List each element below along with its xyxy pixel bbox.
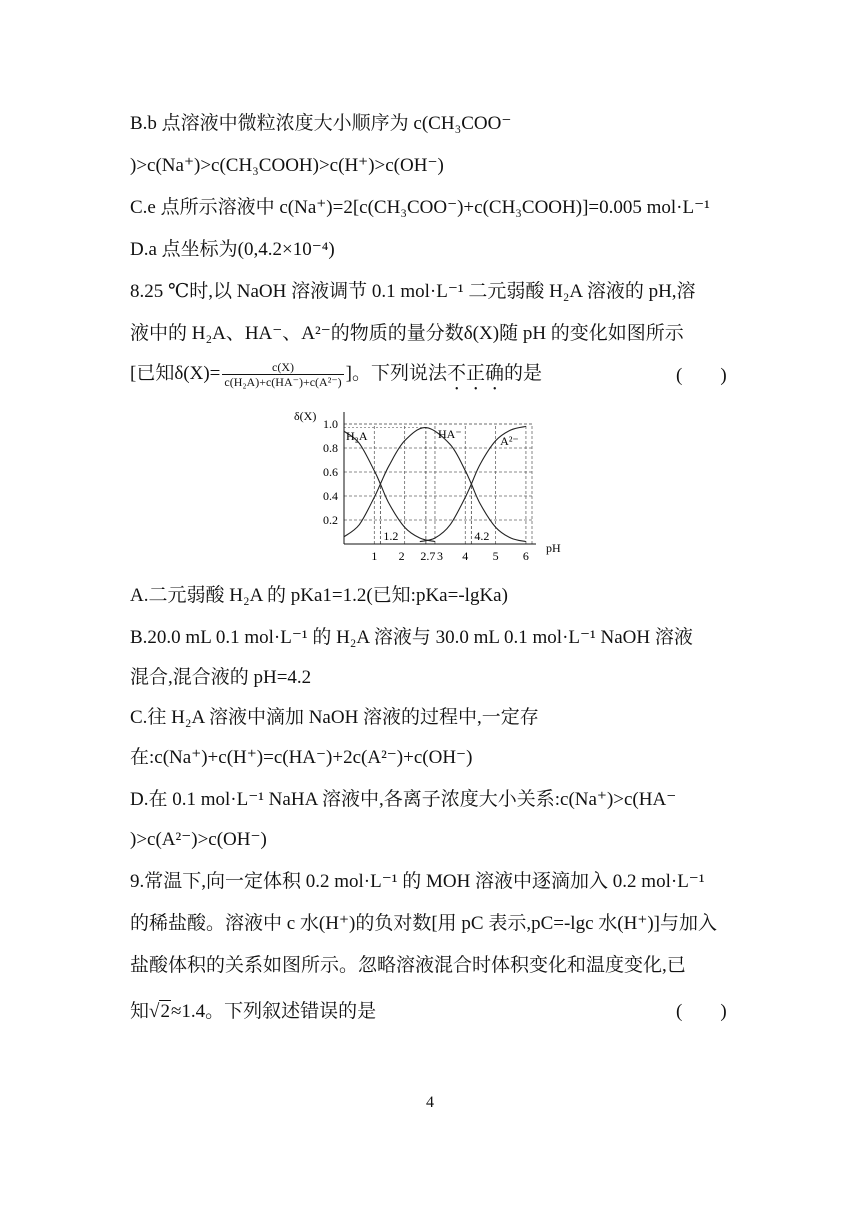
option-7b-line1: B.b 点溶液中微粒浓度大小顺序为 c(CH₃COO⁻	[130, 113, 512, 134]
answer-paren-9: ( )	[676, 1001, 727, 1022]
x-tick-label: 3	[436, 549, 443, 563]
series-label: H₂A	[346, 429, 368, 443]
question-9-line2: 的稀盐酸。溶液中 c 水(H⁺)的负对数[用 pC 表示,pC=-lgc 水(H⁺)]与加入	[130, 913, 717, 934]
annotation-label: 4.2	[474, 529, 490, 543]
question-8-line1: 8.25 ℃时,以 NaOH 溶液调节 0.1 mol·L⁻¹ 二元弱酸 H₂A 溶液的 pH,溶	[130, 281, 696, 302]
q8-end: 的是	[504, 362, 543, 384]
option-7d: D.a 点坐标为(0,4.2×10⁻⁴)	[130, 239, 335, 260]
y-tick-label: 0.8	[323, 441, 338, 455]
y-tick-label: 1.0	[323, 417, 338, 431]
q9-post: ≈1.4。下列叙述错误的是	[170, 1001, 377, 1022]
x-tick-label: 6	[522, 549, 529, 563]
answer-paren-8: ( )	[676, 365, 727, 386]
option-8c-line1: C.往 H₂A 溶液中滴加 NaOH 溶液的过程中,一定存	[130, 707, 539, 728]
series-label: HA⁻	[438, 427, 462, 441]
y-tick-label: 0.6	[323, 465, 338, 479]
fraction-numerator: c(X)	[222, 360, 343, 375]
option-8b-line1: B.20.0 mL 0.1 mol·L⁻¹ 的 H₂A 溶液与 30.0 mL 0.1 mol·L⁻¹ NaOH 溶液	[130, 627, 693, 648]
option-8c-line2: 在:c(Na⁺)+c(H⁺)=c(HA⁻)+2c(A²⁻)+c(OH⁻)	[130, 747, 473, 768]
sqrt-radicand: 2	[160, 1001, 170, 1022]
series-label: A²⁻	[500, 433, 519, 448]
x-tick-label: 2.7	[420, 549, 436, 563]
series-line-ha	[344, 428, 526, 542]
delta-fraction	[222, 360, 343, 389]
question-9-line4: 知√2≈1.4。下列叙述错误的是	[130, 1001, 377, 1022]
q8-prefix: [已知δ(X)=	[130, 362, 221, 384]
option-8a: A.二元弱酸 H₂A 的 pKa1=1.2(已知:pKa=-lgKa)	[130, 585, 508, 606]
option-8d-line2: )>c(A²⁻)>c(OH⁻)	[130, 829, 267, 850]
option-7b-line2: )>c(Na⁺)>c(CH₃COOH)>c(H⁺)>c(OH⁻)	[130, 155, 444, 176]
y-axis-label: δ(X)	[294, 409, 317, 423]
x-tick-label: 1	[371, 549, 378, 563]
option-7c: C.e 点所示溶液中 c(Na⁺)=2[c(CH₃COO⁻)+c(CH₃COOH)]=0.005 mol·L⁻¹	[130, 197, 710, 218]
question-8-line2: 液中的 H₂A、HA⁻、A²⁻的物质的量分数δ(X)随 pH 的变化如图所示	[130, 323, 684, 344]
option-8b-line2: 混合,混合液的 pH=4.2	[130, 667, 312, 688]
q9-prefix: 知	[130, 1001, 150, 1022]
question-9-line3: 盐酸体积的关系如图所示。忽略溶液混合时体积变化和温度变化,已	[130, 955, 686, 976]
question-9-line1: 9.常温下,向一定体积 0.2 mol·L⁻¹ 的 MOH 溶液中逐滴加入 0.2 mol·L⁻¹	[130, 871, 705, 892]
question-8-line3	[130, 360, 542, 395]
option-8d-line1: D.在 0.1 mol·L⁻¹ NaHA 溶液中,各离子浓度大小关系:c(Na⁺)>c(HA⁻	[130, 789, 677, 810]
q8-post: ]。下列说法	[345, 362, 447, 384]
x-tick-label: 2	[398, 549, 405, 563]
annotation-label: 1.2	[383, 529, 399, 543]
q8-emphasis: 不正确	[446, 362, 504, 384]
y-tick-label: 0.4	[323, 489, 338, 503]
page-number: 4	[426, 1094, 434, 1111]
y-tick-label: 0.2	[323, 513, 338, 527]
distribution-chart	[292, 404, 568, 566]
x-tick-label: 4	[462, 549, 469, 563]
x-tick-label: 5	[492, 549, 499, 563]
fraction-denominator: c(H₂A)+c(HA⁻)+c(A²⁻)	[224, 375, 342, 389]
x-axis-label: pH	[546, 541, 561, 555]
